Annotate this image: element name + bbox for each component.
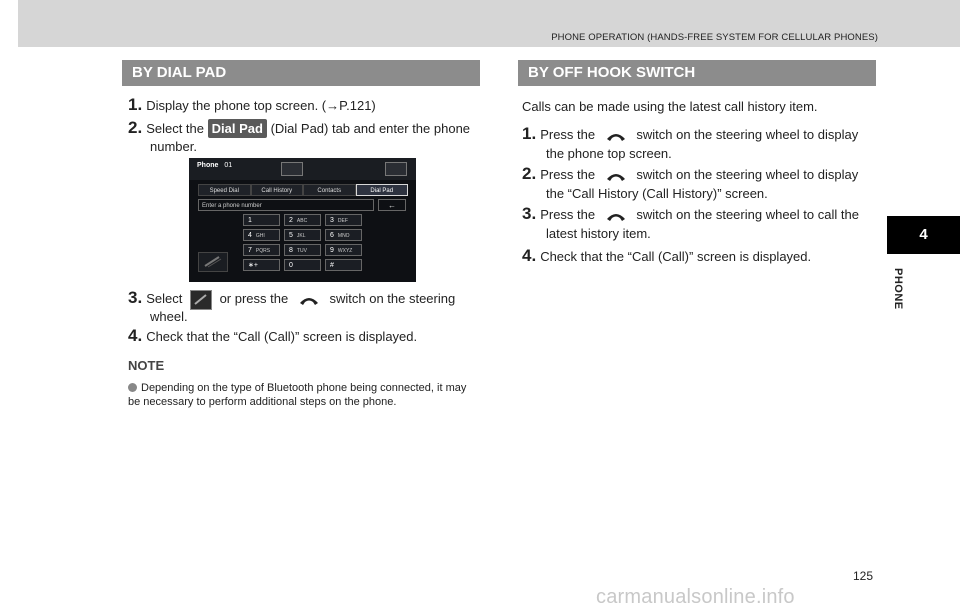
keypad: [243, 214, 362, 271]
right-step-2-continued: the “Call History (Call History)” screen.: [546, 186, 768, 201]
tab-dial-pad: Dial Pad: [356, 184, 409, 196]
section-heading-dial-pad: BY DIAL PAD: [122, 60, 480, 86]
off-hook-switch-icon: [298, 293, 320, 307]
tab-call-history: Call History: [251, 184, 304, 196]
step-3-continued: wheel.: [150, 309, 188, 324]
chapter-label: PHONE: [892, 268, 904, 310]
call-button-icon: [198, 252, 228, 272]
bullet-icon: [128, 383, 137, 392]
dial-pad-tab-label: Dial Pad: [208, 119, 267, 138]
key-9: 9 WXYZ: [325, 244, 362, 256]
key-0: 0: [284, 259, 321, 271]
key-5: 5 JKL: [284, 229, 321, 241]
right-step-1-continued: the phone top screen.: [546, 146, 672, 161]
step-4: 4. Check that the “Call (Call)” screen is displayed.: [128, 326, 418, 345]
intro-text: Calls can be made using the latest call history item.: [522, 99, 818, 114]
step-1: 1. Display the phone top screen. (→P.121): [128, 95, 376, 114]
tab-speed-dial: Speed Dial: [198, 184, 251, 196]
message-icon: [385, 162, 407, 176]
backspace-icon: ←: [378, 199, 406, 211]
key-1: 1: [243, 214, 280, 226]
section-heading-off-hook: BY OFF HOOK SWITCH: [518, 60, 876, 86]
right-step-2: 2. Press the switch on the steering wheel to display: [522, 164, 859, 183]
step-2-continued: number.: [150, 139, 197, 154]
note-heading: NOTE: [128, 358, 165, 373]
off-hook-switch-icon: [605, 209, 627, 223]
key-star: ∗+: [243, 259, 280, 271]
watermark: carmanualsonline.info: [596, 586, 795, 608]
right-step-1: 1. Press the switch on the steering wheel to display: [522, 124, 859, 143]
right-step-4: 4. Check that the “Call (Call)” screen is displayed.: [522, 246, 812, 265]
call-screen-icon: [190, 290, 212, 310]
phone-number-input: Enter a phone number: [198, 199, 374, 211]
key-2: 2 ABC: [284, 214, 321, 226]
step-3: 3. Select or press the switch on the steering: [128, 288, 455, 310]
note-text: Depending on the type of Bluetooth phone being connected, it may be necessary to perform additional steps on the phone.: [128, 382, 467, 408]
right-step-3-continued: latest history item.: [546, 226, 651, 241]
page-number: 125: [853, 569, 874, 583]
key-3: 3 DEF: [325, 214, 362, 226]
phone-screen-image: [189, 158, 416, 282]
screen-title: Phone 01: [197, 162, 233, 169]
off-hook-switch-icon: [605, 169, 627, 183]
key-4: 4 GHI: [243, 229, 280, 241]
chapter-tab: 4: [887, 216, 960, 254]
tab-contacts: Contacts: [303, 184, 356, 196]
running-title: PHONE OPERATION (HANDS-FREE SYSTEM FOR CELLULAR PHONES): [551, 32, 878, 43]
key-6: 6 MNO: [325, 229, 362, 241]
key-icon: [281, 162, 303, 176]
screen-tabs: [198, 184, 408, 196]
key-8: 8 TUV: [284, 244, 321, 256]
step-2: 2. Select the Dial Pad (Dial Pad) tab and enter the phone: [128, 118, 471, 137]
right-step-3: 3. Press the switch on the steering wheel to call the: [522, 204, 859, 223]
key-7: 7 PQRS: [243, 244, 280, 256]
off-hook-switch-icon: [605, 129, 627, 143]
key-hash: #: [325, 259, 362, 271]
